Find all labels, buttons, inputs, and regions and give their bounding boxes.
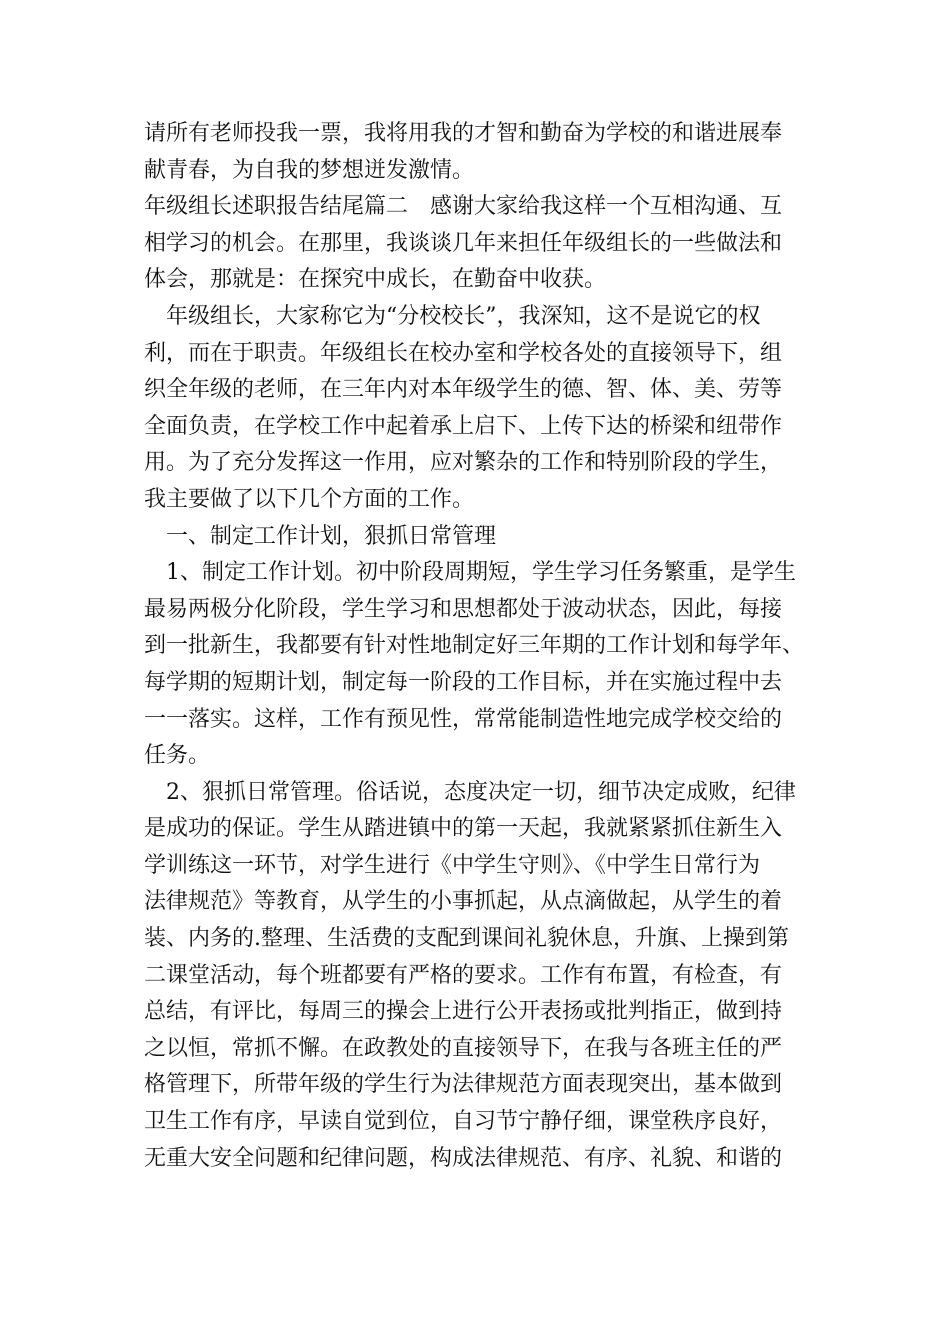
text-line-19: 2、狠抓日常管理。俗话说，态度决定一切，细节决定成败，纪律 (144, 779, 796, 805)
text-line-16: 每学期的短期计划，制定每一阶段的工作目标，并在实施过程中去 (144, 669, 783, 695)
text-line-7: 利，而在于职责。年级组长在校办室和学校各处的直接领导下，组 (144, 340, 783, 366)
text-line-5: 体会，那就是：在探究中成长，在勤奋中收获。 (144, 267, 607, 293)
text-line-26: 之以恒，常抓不懈。在政教处的直接领导下，在我与各班主任的严 (144, 1035, 783, 1061)
text-line-6: 年级组长，大家称它为“分校校长”，我深知，这不是说它的权 (144, 303, 761, 329)
text-line-1: 请所有老师投我一票，我将用我的才智和勤奋为学校的和谐进展奉 (144, 121, 783, 146)
text-line-23: 装、内务的.整理、生活费的支配到课间礼貌休息，升旗、上操到第 (144, 926, 789, 952)
text-line-15: 到一批新生，我都要有针对性地制定好三年期的工作计划和每学年、 (144, 633, 805, 659)
text-line-14: 最易两极分化阶段，学生学习和思想都处于波动状态，因此，每接 (144, 596, 783, 622)
text-line-22: 法律规范》等教育，从学生的小事抓起，从点滴做起，从学生的着 (144, 889, 783, 915)
text-line-11: 我主要做了以下几个方面的工作。 (144, 486, 475, 512)
text-line-24: 二课堂活动，每个班都要有严格的要求。工作有布置，有检查，有 (144, 962, 783, 988)
text-line-2: 献青春，为自我的梦想迸发激情。 (144, 157, 475, 183)
section-heading: 一、制定工作计划，狠抓日常管理 (144, 523, 497, 549)
text-line-13: 1、制定工作计划。初中阶段周期短，学生学习任务繁重，是学生 (144, 560, 796, 586)
text-line-17: 一一落实。这样，工作有预见性，常常能制造性地完成学校交给的 (144, 706, 783, 732)
body-text (144, 116, 814, 1177)
text-line-18: 任务。 (144, 743, 211, 769)
text-line-4: 相学习的机会。在那里，我谈谈几年来担任年级组长的一些做法和 (144, 230, 783, 256)
text-line-29: 无重大安全问题和纪律问题，构成法律规范、有序、礼貌、和谐的 (144, 1145, 783, 1171)
text-line-25: 总结，有评比，每周三的操会上进行公开表扬或批判指正，做到持 (144, 999, 783, 1025)
text-line-10: 用。为了充分发挥这一作用，应对繁杂的工作和特别阶段的学生， (144, 450, 783, 476)
text-line-27: 格管理下，所带年级的学生行为法律规范方面表现突出，基本做到 (144, 1072, 783, 1098)
text-line-3: 年级组长述职报告结尾篇二 感谢大家给我这样一个互相沟通、互 (144, 194, 783, 220)
text-line-8: 织全年级的老师，在三年内对本年级学生的德、智、体、美、劳等 (144, 377, 783, 403)
text-line-21: 学训练这一环节，对学生进行《中学生守则》、《中学生日常行为 (144, 852, 761, 878)
text-line-28: 卫生工作有序，早读自觉到位，自习节宁静仔细，课堂秩序良好， (144, 1109, 783, 1135)
text-line-20: 是成功的保证。学生从踏进镇中的第一天起，我就紧紧抓住新生入 (144, 816, 783, 842)
text-line-9: 全面负责，在学校工作中起着承上启下、上传下达的桥梁和纽带作 (144, 413, 783, 439)
